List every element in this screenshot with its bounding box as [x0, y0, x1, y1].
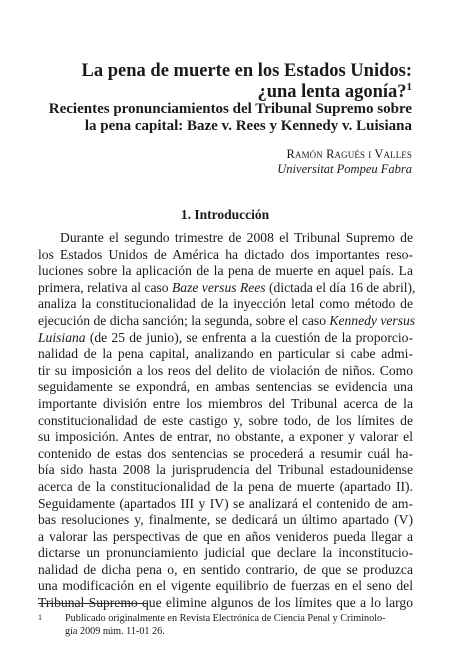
body-line: [38, 296, 413, 313]
body-line-text: bía sido hasta 2008 la jurisprudencia del Tribunal estadounidense: [38, 462, 413, 478]
body-line: [38, 545, 413, 562]
author-affiliation: Universitat Pompeu Fabra: [277, 162, 412, 176]
footnote-line-1: Publicado originalmente en Revista Electrónica de Ciencia Penal y Criminolo-: [65, 613, 386, 624]
body-line: [38, 363, 413, 380]
body-line: [38, 578, 413, 595]
footnote-divider: [38, 603, 148, 604]
article-subtitle: [22, 101, 412, 135]
case-name: Luisiana: [38, 329, 86, 345]
footnote-line-2: gía 2009 núm. 11-01 26.: [65, 626, 165, 637]
body-line-text: a valorar las perspectivas de que en años venideros pueda llegar a: [38, 528, 413, 544]
body-line: [38, 429, 413, 446]
body-line-text: bas resoluciones y, finalmente, se dedicará un último apartado (V): [38, 512, 413, 528]
case-name: Kennedy versus: [329, 312, 416, 328]
subtitle-line-1: Recientes pronunciamientos del Tribunal Supremo sobre: [48, 101, 412, 117]
subtitle-line-2: la pena capital: Baze v. Rees y Kennedy v. Luisiana: [84, 118, 412, 134]
body-line: [38, 379, 413, 396]
body-line: [38, 462, 413, 479]
body-line-text: constitucionalidad de este castigo y, sobre todo, de los límites de: [38, 412, 413, 428]
body-line: [38, 529, 413, 546]
title-line-2: ¿una lenta agonía?: [257, 82, 407, 102]
body-line: [38, 346, 413, 363]
body-line-text: nalidad de dicha pena o, en sentido contrario, de que se produzca: [38, 561, 413, 577]
author-name: Ramón Ragués i Valles: [286, 147, 412, 161]
body-line: [38, 479, 413, 496]
body-line: [38, 562, 413, 579]
body-line-text: acerca de la constitucionalidad de la pena de muerte (apartado II).: [38, 478, 413, 494]
body-line: [38, 247, 413, 264]
footnote-number: 1: [38, 613, 42, 622]
body-line-text: luciones sobre la aplicación de la pena de muerte en aquel país. La: [38, 263, 413, 279]
body-line: [38, 496, 413, 513]
body-line-text: ejecución de dicha sanción; la segunda, sobre el caso: [38, 312, 330, 328]
body-line-text: (dictada el día 16 de abril),: [265, 279, 416, 295]
title-line-1: La pena de muerte en los Estados Unidos:: [81, 61, 412, 81]
body-line-text: analiza la constitucionalidad de la inyección letal como método de: [38, 296, 413, 312]
body-line-text: dictarse un pronunciamiento judicial que declare la inconstitucio-: [38, 545, 413, 561]
body-line: [38, 512, 413, 529]
body-line-text: importante división entre los miembros del Tribunal acerca de la: [38, 395, 413, 411]
body-line: [38, 230, 413, 247]
body-line-text: primera, relativa al caso: [38, 279, 172, 295]
body-line: [38, 279, 416, 297]
case-name: Baze versus Rees: [171, 279, 266, 295]
body-line: [38, 413, 413, 430]
body-line-text: nalidad de la pena capital, analizando en particular si cabe admi-: [38, 346, 413, 362]
body-line-text: Durante el segundo trimestre de 2008 el Tribunal Supremo de: [60, 230, 413, 245]
body-line-text: Seguidamente (apartados III y IV) se analizará el contenido de am-: [38, 495, 413, 511]
body-line-text: (de 25 de junio), se enfrenta a la cuestión de la proporcio-: [85, 329, 413, 345]
body-line: [38, 263, 413, 280]
body-line-text: los Estados Unidos de América ha dictado dos importantes reso-: [38, 246, 413, 262]
body-line: [38, 396, 413, 413]
body-line-text: contenido de estas dos sentencias se procederá a resumir cuál ha-: [38, 445, 413, 461]
body-text: [38, 230, 416, 612]
body-line: [38, 312, 416, 330]
body-line-text: tir su imposición a los reos del delito de violación de niños. Como: [38, 362, 413, 378]
body-line-text: Tribunal Supremo que elimine algunos de los límites que a lo largo: [38, 595, 413, 611]
footnote-text: [65, 612, 415, 638]
body-line: [38, 446, 413, 463]
body-line: [38, 330, 413, 347]
body-line-text: su imposición. Antes de entrar, no obstante, a exponer y valorar el: [38, 429, 413, 445]
title-footnote-marker: 1: [406, 80, 412, 93]
section-heading: 1. Introducción: [180, 207, 270, 222]
body-line-text: seguidamente se expondrá, en ambas sentencias se evidencia una: [38, 379, 413, 395]
body-line-text: una modificación en el vigente equilibrio de fuerzas en el seno del: [38, 578, 413, 594]
article-title: [32, 61, 412, 103]
